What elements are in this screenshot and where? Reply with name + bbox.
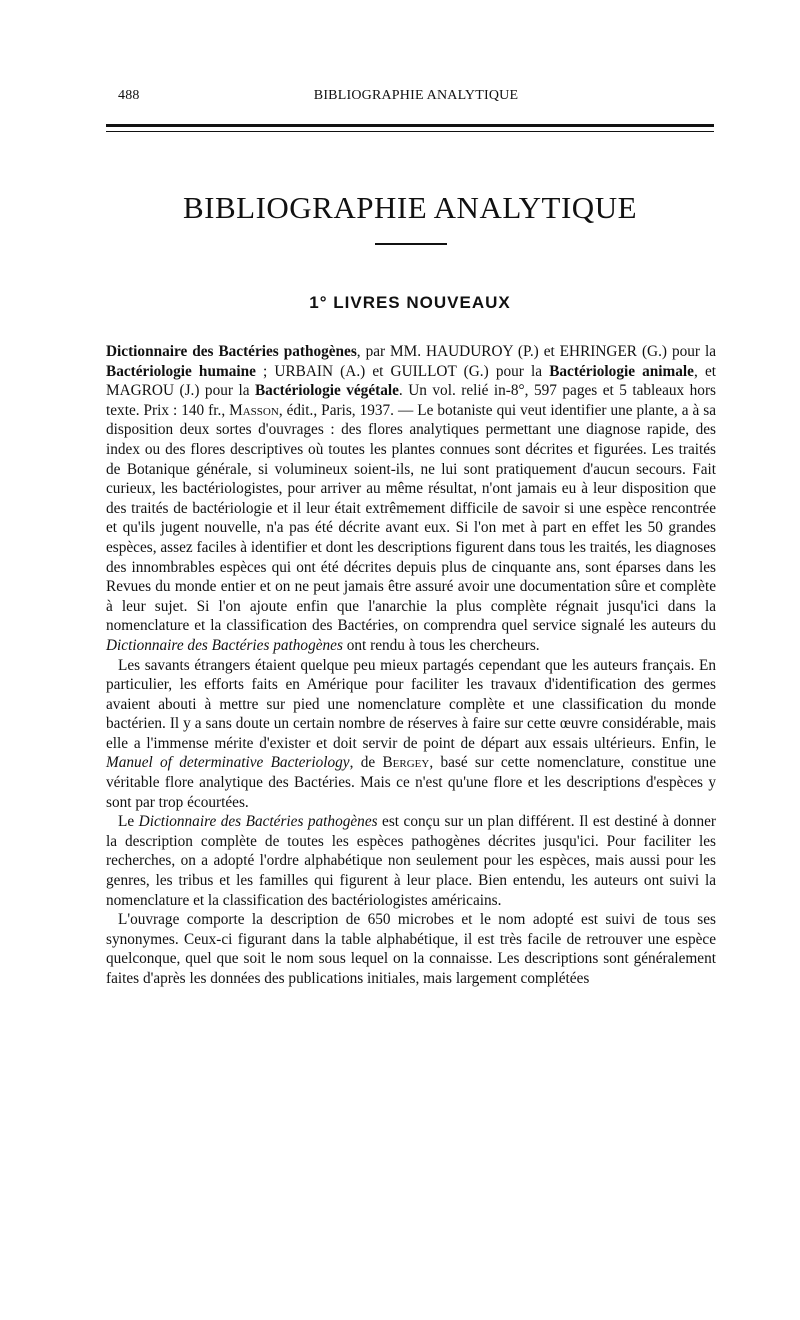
header-rule-thick (106, 124, 714, 127)
publisher-name: Masson (229, 401, 279, 419)
text-segment: . Un vol. relié in-8°, 597 pages et 5 tableaux hors texte. Prix : 140 fr., (106, 382, 717, 419)
book-title: Dictionnaire des Bactéries pathogènes (106, 343, 357, 360)
book-title-italic: Dictionnaire des Bactéries pathogènes (138, 813, 378, 831)
author-name: Bergey (382, 754, 430, 772)
text-segment: ont rendu à tous les chercheurs. (342, 636, 540, 654)
subject-plant: Bactériologie végétale (254, 382, 399, 400)
title-divider (375, 243, 447, 245)
text-segment: est conçu sur un plan différent. Il est destiné à donner la description complète de toutes les espèces pathogènes décrites jusqu'ici. Pour faciliter les recherches, on a adopté l'ordre alphabétique non seulement pour les espèces, mais aussi pour les genres, les tribus et les familles qui figurent à leur place. Bien entendu, les auteurs ont suivi la nomenclature et la classification des bactériologistes américains. (106, 813, 716, 909)
paragraph-3 (106, 812, 716, 910)
text-segment: Les savants étrangers étaient quelque peu mieux partagés cependant que les auteurs français. En particulier, les efforts faits en Amérique pour faciliter les travaux d'identification des germes avaient abouti à mettre sur pied une nomenclature complète et une classification du monde bactérien. Il y a sans doute un certain nombre de réserves à faire sur cette œuvre considérable, mais elle a l'immense mérite d'exister et doit servir de point de départ aux essais ultérieurs. Enfin, le (106, 656, 716, 752)
section-title: 1° LIVRES NOUVEAUX (309, 293, 511, 312)
text-segment: , basé sur cette nomenclature, constitue une véritable flore analytique des Bactéries. Mais ce n'est qu'une flore et les descriptions d'espèces y sont par trop écourtées. (106, 754, 716, 811)
text-segment: ; URBAIN (A.) et GUILLOT (G.) pour la (255, 362, 550, 380)
page-title: BIBLIOGRAPHIE ANALYTIQUE (182, 190, 638, 225)
text-segment: , de (349, 754, 383, 772)
text-segment: Le (118, 813, 139, 831)
header-rule-thin (106, 131, 714, 132)
running-header (118, 88, 714, 108)
paragraph-1 (106, 342, 716, 656)
subject-human: Bactériologie humaine (106, 362, 256, 380)
article-body (106, 342, 716, 989)
paragraph-2 (106, 656, 716, 813)
text-segment: L'ouvrage comporte la description de 650 microbes et le nom adopté est suivi de tous ses synonymes. Ceux-ci figurant dans la table alphabétique, il est très facile de retrouver une espèce quelconque, quel que soit le nom sous lequel on la connaisse. Les descriptions sont généralement faites d'après les données des publications initiales, mais largement complétées (106, 911, 716, 987)
paragraph-4 (106, 910, 716, 988)
book-title-italic: Dictionnaire des Bactéries pathogènes (106, 636, 343, 654)
page-number: 488 (118, 88, 140, 103)
text-segment: , édit., Paris, 1937. — Le botaniste qui veut identifier une plante, a à sa disposition deux sortes d'ouvrages : des flores analytiques permettant une diagnose rapide, des index ou des flores descriptives où toutes les plantes connues sont décrites et figurées. Les traités de Botanique générale, si volumineux soient-ils, ne lui sont pratiquement d'aucun secours. Fait curieux, les bactériologistes, pour arriver au même résultat, n'ont jamais eu à leur disposition que des traités de bactériologie et il leur était extrêmement difficile de savoir si une espèce rencontrée et qu'ils jugent nouvelle, n'a pas été décrite avant eux. Si l'on met à part en effet les 50 grandes espèces, assez faciles à identifier et dont les descriptions figurent dans tous les traités, les diagnoses des innombrables espèces qui ont été décrites depuis plus de cinquante ans, sont éparses dans les Revues du monde entier et on ne peut jamais être assuré avoir une documentation sûre et complète à leur sujet. Si l'on ajoute enfin que l'anarchie la plus complète régnait jusqu'ici dans la nomenclature et la classification des Bactéries, on comprendra quel service signalé les auteurs du (106, 401, 716, 635)
text-segment: , par MM. HAUDUROY (P.) et EHRINGER (G.) pour la (356, 343, 716, 360)
manual-title-italic: Manuel of determinative Bacteriology (106, 754, 350, 772)
running-title: BIBLIOGRAPHIE ANALYTIQUE (313, 88, 519, 103)
text-segment: , et MAGROU (J.) pour la (106, 362, 716, 400)
subject-animal: Bactériologie animale (549, 362, 694, 380)
